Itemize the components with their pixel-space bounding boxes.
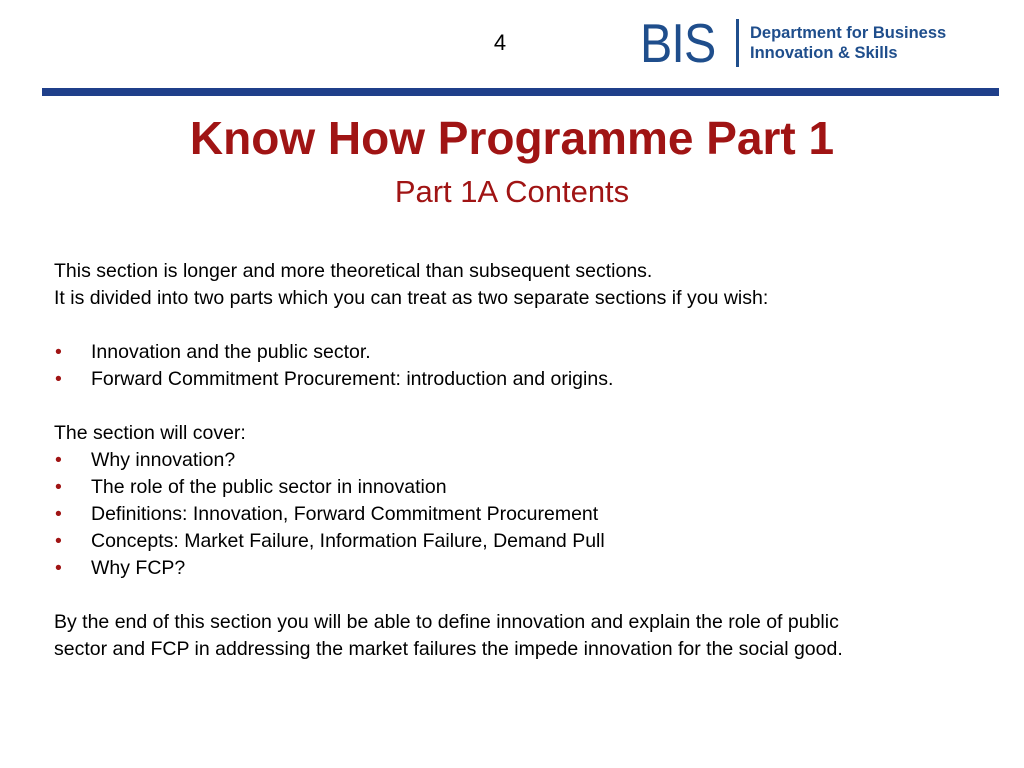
logo-text-line1: Department for Business bbox=[750, 24, 947, 42]
spacer bbox=[54, 582, 994, 609]
logo-text-line2: Innovation & Skills bbox=[750, 44, 898, 62]
header-rule bbox=[42, 88, 999, 96]
slide-subtitle: Part 1A Contents bbox=[394, 174, 630, 209]
parts-list bbox=[54, 339, 994, 393]
cover-heading: The section will cover: bbox=[54, 422, 246, 444]
intro-line-1: This section is longer and more theoretical than subsequent sections. bbox=[54, 260, 653, 282]
bullet-icon: • bbox=[55, 368, 62, 390]
list-item-text: Concepts: Market Failure, Information Failure, Demand Pull bbox=[91, 530, 605, 552]
bullet-icon: • bbox=[55, 530, 62, 552]
slide-title: Know How Programme Part 1 bbox=[189, 112, 835, 164]
list-item bbox=[54, 501, 994, 528]
page-number: 4 bbox=[493, 30, 507, 55]
list-item-text: Definitions: Innovation, Forward Commitment Procurement bbox=[91, 503, 599, 525]
list-item-text: The role of the public sector in innovation bbox=[91, 476, 447, 498]
bullet-icon: • bbox=[55, 449, 62, 471]
list-item bbox=[54, 447, 994, 474]
logo-text bbox=[750, 23, 946, 63]
cover-list bbox=[54, 447, 994, 582]
bis-logo bbox=[640, 11, 947, 74]
bullet-icon: • bbox=[55, 557, 62, 579]
list-item bbox=[54, 339, 994, 366]
bullet-icon: • bbox=[55, 341, 62, 363]
intro-line-2: It is divided into two parts which you can treat as two separate sections if you wish: bbox=[54, 287, 769, 309]
list-item-text: Why innovation? bbox=[91, 449, 236, 471]
spacer bbox=[54, 393, 994, 420]
slide-body bbox=[54, 258, 994, 663]
logo-divider bbox=[736, 19, 739, 67]
list-item-text: Forward Commitment Procurement: introduction and origins. bbox=[91, 368, 614, 390]
spacer bbox=[54, 312, 994, 339]
logo-mark: BIS bbox=[640, 11, 716, 74]
closing-line-2: sector and FCP in addressing the market failures the impede innovation for the social good. bbox=[54, 638, 843, 660]
list-item bbox=[54, 555, 994, 582]
list-item-text: Why FCP? bbox=[91, 557, 186, 579]
list-item bbox=[54, 474, 994, 501]
bullet-icon: • bbox=[55, 476, 62, 498]
list-item bbox=[54, 528, 994, 555]
bullet-icon: • bbox=[55, 503, 62, 525]
list-item-text: Innovation and the public sector. bbox=[91, 341, 371, 363]
closing-line-1: By the end of this section you will be able to define innovation and explain the role of public bbox=[54, 611, 839, 633]
list-item bbox=[54, 366, 994, 393]
